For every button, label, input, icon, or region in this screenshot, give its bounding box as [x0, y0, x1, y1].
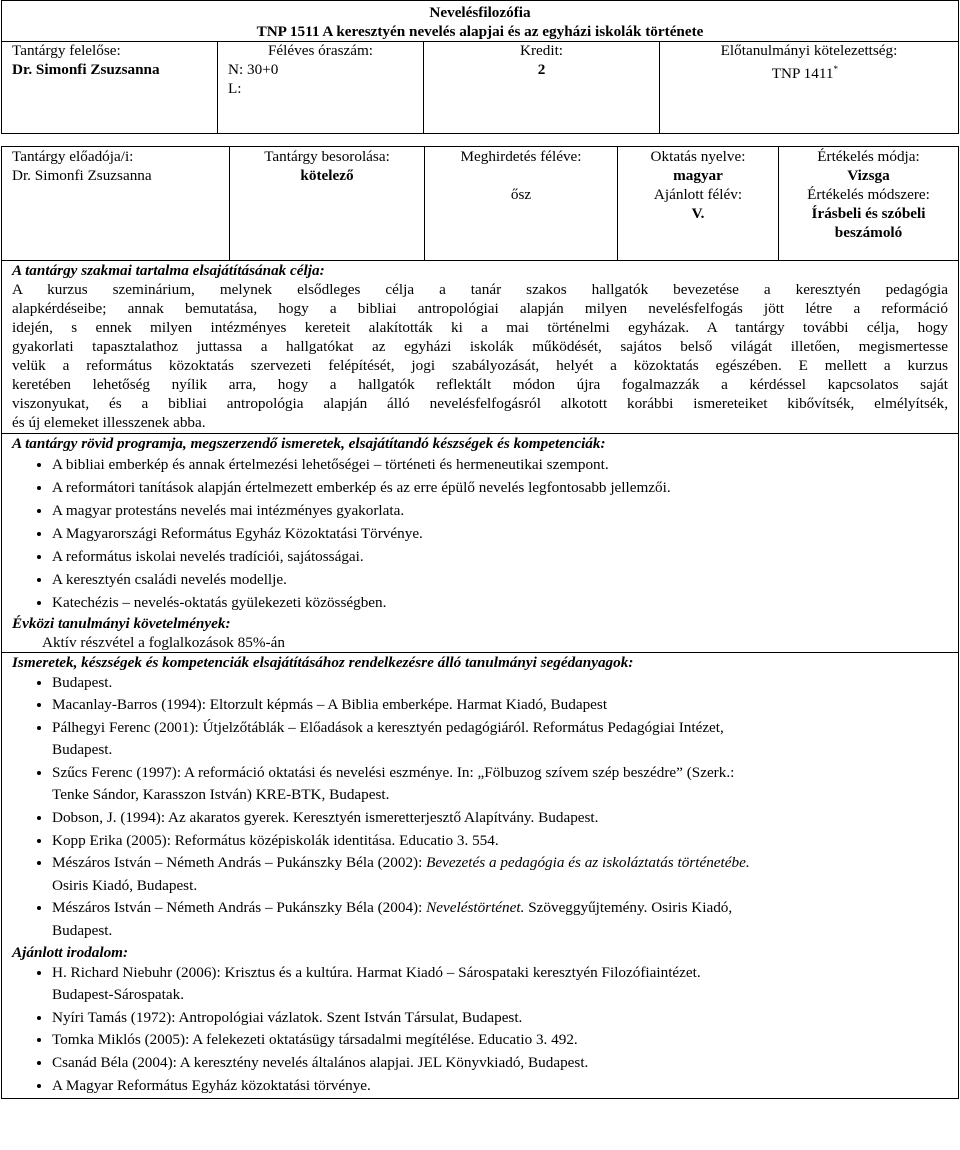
resources-title: Ismeretek, készségek és kompetenciák elsajátításához rendelkezésre álló tanulmányi segédanyagok:: [12, 653, 634, 671]
eval-method-value-2: beszámoló: [834, 223, 903, 241]
program-title: A tantárgy rövid programja, megszerzendő ismeretek, elsajátítandó készségek és kompetenciák:: [12, 434, 606, 452]
reference-item: [52, 1007, 948, 1030]
reference-item: [52, 1029, 948, 1052]
reference-text: Pálhegyi Ferenc (2001): Útjelzőtáblák – Előadások a keresztyén pedagógiáról. Református Pedagógiai Intézet,: [52, 718, 724, 736]
classification-label: Tantárgy besorolása:: [264, 147, 390, 165]
reference-item: [52, 762, 948, 807]
goal-line: alapkérdéseibe; annak bemutatása, hogy a bibliai antropológiai alapján milyen nevelésfelfogás jött létre a reformáció: [12, 299, 948, 317]
reference-text: H. Richard Niebuhr (2006): Krisztus és a kultúra. Harmat Kiadó – Sárospataki keresztyén Filozófiaintézet.: [52, 963, 701, 981]
program-item: • A keresztyén családi nevelés modellje.: [52, 568, 948, 591]
recommended-value: V.: [691, 204, 705, 222]
reference-continuation: Budapest.: [52, 922, 113, 940]
literature-title: Ajánlott irodalom:: [12, 943, 129, 961]
resources-section: [1, 653, 959, 1100]
reference-text: Dobson, J. (1994): Az akaratos gyerek. Keresztyén ismeretterjesztő Alapítvány. Budapest.: [52, 809, 599, 827]
hours-label: Féléves óraszám:: [267, 42, 373, 59]
reference-continuation: Budapest.: [52, 741, 113, 759]
program-item: • A Magyarországi Református Egyház Közoktatási Törvénye.: [52, 522, 948, 545]
title-cell: [2, 1, 959, 42]
responsible-cell: [2, 41, 218, 133]
reference-continuation: Tenke Sándor, Karasszon István) KRE-BTK, Budapest.: [52, 786, 390, 804]
reference-text: A Magyar Református Egyház közoktatási törvénye.: [52, 1076, 371, 1094]
course-title: Nevelésfilozófia: [429, 4, 531, 21]
hours-l: L:: [228, 80, 242, 97]
responsible-name: Dr. Simonfi Zsuzsanna: [12, 61, 160, 78]
goal-section: [1, 261, 959, 434]
requirements-text: Aktív részvétel a foglalkozások 85%-án: [42, 633, 285, 651]
semester-cell: [425, 146, 618, 260]
program-item: • Katechézis – nevelés-oktatás gyülekezeti közösségben.: [52, 591, 948, 614]
goal-text: [12, 280, 948, 432]
evaluation-cell: [779, 146, 959, 260]
prereq-value: TNP 1411: [771, 65, 834, 83]
reference-text-tail: Szöveggyűjtemény. Osiris Kiadó,: [524, 899, 733, 917]
literature-list: [12, 962, 948, 1098]
reference-continuation: Budapest-Sárospatak.: [52, 986, 185, 1004]
reference-text: Mészáros István – Németh András – Pukánszky Béla (2004):: [52, 899, 427, 917]
course-sheet: [1, 0, 959, 1099]
reference-text: Macanlay-Barros (1994): Eltorzult képmás – A Biblia emberképe. Harmat Kiadó, Budapest: [52, 696, 608, 714]
goal-line: velük a református közoktatás szervezeti felépítését, jogi szabályozását, helyét a közoktatás egészében. E mellett a kurzus: [12, 356, 948, 374]
program-list: [12, 453, 948, 614]
reference-title: Bevezetés a pedagógia és az iskoláztatás történetébe.: [426, 854, 750, 872]
reference-text: Csanád Béla (2004): A keresztény nevelés általános alapjai. JEL Könyvkiadó, Budapest.: [52, 1054, 589, 1071]
goal-line: keretében lehetőség nyílik arra, hogy a hallgatók reflektált módon újra fogalmazzák a kérdéssel kapcsolatos saját: [12, 375, 948, 393]
requirements-title: Évközi tanulmányi követelmények:: [12, 614, 231, 632]
info-table: [1, 41, 959, 134]
eval-mode-value: Vizsga: [847, 166, 890, 184]
reference-text: Mészáros István – Németh András – Pukánszky Béla (2002):: [52, 854, 427, 872]
semester-label: Meghirdetés féléve:: [460, 147, 582, 165]
reference-item: [52, 1052, 948, 1075]
reference-item: [52, 694, 948, 717]
credit-label: Kredit:: [519, 42, 564, 59]
program-item: • A magyar protestáns nevelés mai intézményes gyakorlata.: [52, 499, 948, 522]
reference-text: Kopp Erika (2005): Református középiskolák identitása. Educatio 3. 554.: [52, 831, 499, 849]
lecturer-label: Tantárgy előadója/i:: [12, 147, 134, 165]
goal-line: idején, s ennek milyen intézményes kereteit alakították ki a mai történelmi egyházak. A tantárgy további célja, hogy: [12, 318, 948, 336]
program-item: • A református iskolai nevelés tradíciói, sajátosságai.: [52, 545, 948, 568]
program-item: • A bibliai emberkép és annak értelmezési lehetőségei – történeti és hermeneutikai szempont.: [52, 453, 948, 476]
lecturer-name: Dr. Simonfi Zsuzsanna: [12, 166, 152, 184]
prereq-cell: [660, 41, 959, 133]
reference-continuation: Osiris Kiadó, Budapest.: [52, 876, 198, 894]
lecturer-cell: [2, 146, 230, 260]
goal-line: A kurzus szeminárium, melynek elsődleges célja a tanár szakos hallgatók bevezetése a keresztyén pedagógia: [12, 280, 948, 298]
credit-cell: [424, 41, 660, 133]
reference-text: Tomka Miklós (2005): A felekezeti oktatásügy társadalmi megítélése. Educatio 3. 492.: [52, 1031, 578, 1049]
reference-title: Neveléstörténet.: [426, 899, 525, 917]
reference-text: Nyíri Tamás (1972): Antropológiai vázlatok. Szent István Társulat, Budapest.: [52, 1008, 523, 1026]
reference-item: [52, 830, 948, 853]
goal-line: és új elemeket illesszenek abba.: [12, 413, 206, 431]
hours-cell: [218, 41, 424, 133]
eval-method-value-1: Írásbeli és szóbeli: [811, 204, 926, 222]
prereq-mark: *: [833, 64, 838, 74]
classification-cell: [230, 146, 425, 260]
hours-n: N: 30+0: [228, 61, 279, 78]
reference-text: Budapest.: [52, 673, 113, 691]
credit-value: 2: [537, 61, 546, 78]
reference-item: [52, 897, 948, 942]
language-label: Oktatás nyelve:: [650, 147, 746, 165]
reference-item: [52, 807, 948, 830]
classification-value: kötelező: [300, 166, 354, 184]
reference-item: [52, 672, 948, 695]
language-cell: [618, 146, 779, 260]
goal-line: viszonyukat, és a bibliai antropológia alapján álló nevelésfelfogásról alkotott korábbi ismereteiket kibővítsék, elmélyítsék,: [12, 394, 948, 412]
semester-value: ősz: [510, 185, 532, 203]
reference-item: [52, 962, 948, 1007]
recommended-label: Ajánlott félév:: [653, 185, 743, 203]
program-item: • A reformátori tanítások alapján értelmezett emberkép és az erre épülő nevelés legfontosabb jellemzői.: [52, 476, 948, 499]
goal-title: A tantárgy szakmai tartalma elsajátításának célja:: [12, 261, 325, 279]
eval-method-label: Értékelés módszere:: [807, 185, 930, 203]
resources-list: [12, 672, 948, 943]
reference-item: [52, 852, 948, 897]
reference-item: [52, 1075, 948, 1098]
eval-mode-label: Értékelés módja:: [817, 147, 920, 165]
reference-item: [52, 717, 948, 762]
responsible-label: Tantárgy felelőse:: [12, 42, 121, 59]
meta-table: [1, 146, 959, 261]
reference-text: Szűcs Ferenc (1997): A reformáció oktatási és nevelési eszménye. In: „Fölbuzog szívem szép beszédre” (Szerk.:: [52, 763, 735, 781]
goal-line: gyakorlati tapasztalathoz juttassa a hallgatókat az egyházi iskolák működését, sajátos belső világát illetően, megismertesse: [12, 337, 948, 355]
prereq-value-wrap: [670, 60, 948, 83]
header-table: [1, 0, 959, 42]
prereq-label: Előtanulmányi kötelezettség:: [720, 42, 898, 59]
program-section: [1, 434, 959, 653]
language-value: magyar: [673, 166, 723, 184]
course-subtitle: TNP 1511 A keresztyén nevelés alapjai és az egyházi iskolák története: [256, 23, 704, 40]
